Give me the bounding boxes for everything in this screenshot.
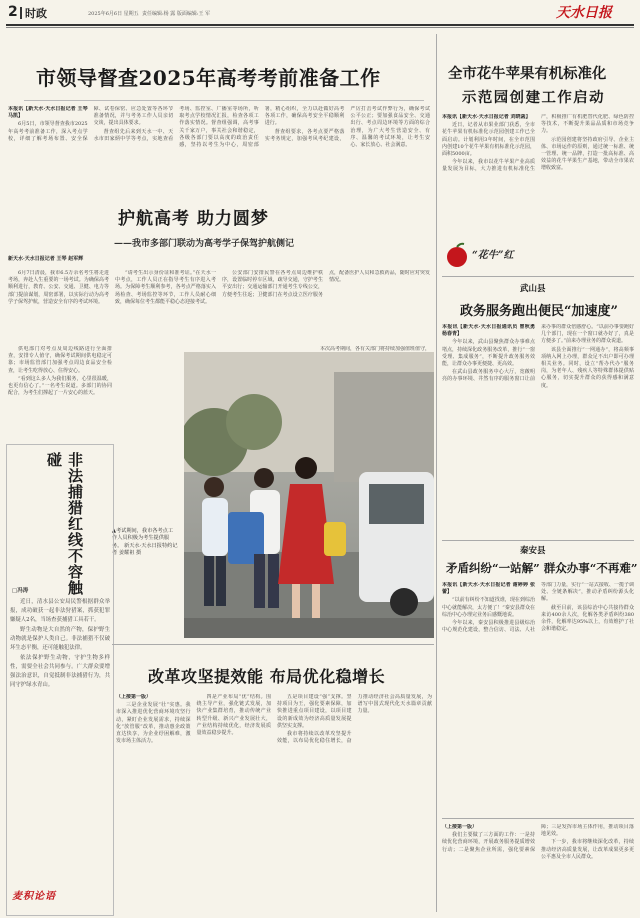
feature-paragraph: “请考生出示身份证和准考证。”在天水一中考点，工作人员正在指导考生有序进入考场。为保障考生顺利参考，各考点严格落实入场检查、考场监控等环节，工作人员耐心细致，确保每位考生都能平稳心态迎接考试。 — [115, 270, 216, 305]
apple-icon — [444, 242, 470, 268]
wushan-rule — [442, 276, 634, 277]
section-divider — [20, 7, 22, 19]
right-top-paragraph: 今年以来，我市以花牛苹果产业高质量发展为目标，大力推进有机标准化生产，积极推广有机肥替代化肥、绿色防控等技术，不断提升果品品质和市场竞争力。 — [442, 114, 634, 173]
right-top-headline-line2: 示范园创建工作启动 — [462, 89, 606, 106]
continued-rule — [442, 818, 634, 819]
qinan-paragraph: 截至目前，该县综治中心共接待群众来访400余人次，化解各类矛盾纠纷380余件，化解率达95%以上，有效维护了社会和谐稳定。 — [541, 604, 634, 633]
right-top-paragraph: 示范园创建将坚持政府引导、企业主体、市场运作的原则，通过统一标准、统一管理、统一品牌，打造一批高标准、高效益的花牛苹果生产基地，带动全市果农增收致富。 — [541, 136, 634, 172]
feature-body-top — [8, 270, 430, 346]
feature-paragraph: “看到这么多人为我们服务，心里很温暖，也更有信心了。”一名考生说道。多部门的协同配合，为考生们撑起了一片安心的蓝天。 — [8, 375, 112, 397]
wushan-paragraph: 在武山县政务服务中心大厅，宽敞明亮的办事环境、井然有序的服务窗口让前来办事的群众倍感舒心。“以前办事要跑好几个部门，现在一个窗口就办好了，真是方便多了。”前来办理业务的群众说道。 — [442, 324, 634, 383]
date-line: 2025年6月6日 星期五 — [88, 11, 139, 17]
feature-headline: 护航高考 助力圆梦 — [118, 209, 269, 229]
qinan-county: 秦安县 — [520, 546, 546, 556]
section-name: 时政 — [25, 7, 47, 20]
huaniu-logo — [444, 240, 530, 270]
bottom-paragraph: 四是产业布局“优”结构。围绕主导产业，强化链式发展，加快产业集群培育，推动传统产业转型升级、新兴产业发展壮大，产业结构持续优化，经济发展质量效益稳步提升。 — [196, 694, 271, 737]
feature-body-left — [8, 346, 112, 426]
commentary-paragraph: 野生动物是大自然的产物，保护野生动物就是保护人类自己。非法捕猎不仅破坏生态平衡，还可能触犯法律。 — [10, 627, 110, 651]
page-number: 2 — [8, 4, 18, 20]
feature-paragraph: 本次高考期间，各有关部门将持续加强值班值守， — [320, 346, 430, 352]
feature-paragraph: 公安部门安排民警在各考点周边维护秩序，设置临时停车区域，疏导交通，守护考生平安出行；交通运输部门开通考生专线公交，方便考生往返；卫健部门在考点设立医疗服务点，配备医护人员和急救药品，随时应对突发情况。 — [222, 270, 430, 298]
bottom-paragraph: 我市将持续以改革攻坚提升效能，以布局优化稳住增长，奋力推动经济社会高质量发展，为谱写中国式现代化天水篇章贡献力量。 — [277, 694, 432, 745]
qinan-paragraph: 今年以来，秦安县积极推进县级综治中心规范化建设，整合信访、司法、人社等部门力量，实行“一站式接收、一揽子调处、全链条解决”，推动矛盾纠纷源头化解。 — [442, 582, 634, 634]
lead-paragraph: 督查组要求，各考点要严格落实考务规定，加强考风考纪建设，严厉打击考试作弊行为，确保考试公平公正；要加强食品安全、交通出行、考点周边环境等方面的综合治理，为广大考生营造安全、有序、温馨的考试环境，让考生安心、家长放心、社会满意。 — [264, 106, 430, 149]
masthead — [0, 0, 640, 26]
commentary-author: □冯涛 — [12, 588, 29, 594]
exam-volunteers-photo — [184, 352, 434, 638]
right-top-headline-line1: 全市花牛苹果有机标准化 — [448, 65, 607, 82]
bottom-section-rule — [112, 644, 434, 645]
feature-byline: 新天水·天水日报记者 王琴 赵军辉 — [8, 256, 84, 262]
bottom-body — [116, 694, 432, 912]
editors-line: 责任编辑:杨 露 版面编辑:王 军 — [142, 11, 211, 17]
commentary-body — [10, 598, 110, 874]
masthead-rule-thin — [6, 27, 634, 28]
paper-name-logo: 天水日报 — [556, 5, 612, 21]
bottom-paragraph: 三是企业发展“壮”实惠。我市深入推进优化营商环境攻坚行动，紧盯企业发展需求，持续深化“放管服”改革，推动惠企政策直达快享，为企业纾困解难，激发市场主体活力。 — [116, 702, 191, 745]
column-logo — [12, 884, 108, 910]
lead-headline-rule — [24, 100, 424, 101]
feature-paragraph: 6月7日清晨，我市6.5万余名考生将走进考场，奔赴人生重要的一场考试。为确保高考顺利进行，教育、公安、交通、卫健、电力等部门提前谋划，周密部署，以实际行动为高考学子保驾护航，营造安全有序的考试环境。 — [8, 270, 109, 305]
continued-paragraph: 下一步，我市将继续深化改革，持续推动经济高质量发展，让改革成果更多更公平惠及全市人民群众。 — [541, 839, 634, 860]
continued-byline: （上接第一版） — [442, 824, 478, 830]
commentary-paragraph: 依法保护野生动物，守护生物多样性，需要全社会共同参与。广大群众要增强法治意识，自觉抵制非法捕猎行为，共同守护绿水青山。 — [10, 655, 110, 688]
feature-photo-caption: ▲考试期间，我市各考点工作人员积极为考生提供服务。 新天水·天水日报特约记者 姜耀祖 摄 — [112, 528, 178, 557]
qinan-body — [442, 582, 634, 814]
column-divider — [436, 34, 437, 912]
qinan-paragraph: “以前有纠纷不知道找谁，现在到综治中心就能解决，太方便了！”秦安县群众在综治中心办理完业务后感慨地说。 — [442, 597, 535, 618]
feature-photo — [184, 352, 434, 638]
huaniu-logo-text: “花牛”红 — [472, 250, 514, 261]
wushan-byline: 本报讯【新天水·天水日报通讯员 曾秋勇 杨春青】 — [442, 324, 535, 338]
lead-byline: 本报讯【新天水·天水日报记者 王琴 马凯】 — [8, 106, 88, 120]
continued-body — [442, 824, 634, 912]
lead-body — [8, 106, 430, 182]
column-logo-text: 麦积论语 — [12, 891, 56, 902]
wushan-county: 武山县 — [520, 284, 546, 294]
wushan-paragraph: 该县全面推行“一网通办”，将高频事项纳入网上办理，群众足不出户即可办理相关业务。同时，设立“帮办代办”服务岗，为老年人、残疾人等特殊群体提供贴心服务，切实提升群众的获得感和满意度。 — [541, 346, 634, 389]
lead-paragraph: 督查组先后来到天水一中、天水市田家炳中学等考点，实地查看考场、监控室、广播室等场所，听取考点学校情况汇报，检查各项工作落实情况。督查组强调，高考事关千家万户，事关社会和谐稳定，各级各部门要以高度的政治责任感，坚持以考生为中心，周密部署，精心组织，全力以赴做好高考各项工作，确保高考安全平稳顺利进行。 — [93, 106, 345, 149]
lead-paragraph: 6月5日，市领导督查我市2025年高考考前准备工作，深入考点学校，详细了解考场布置、安全保障、试卷保密、应急处置等各环节准备情况，并与考务工作人员亲切交谈，提出具体要求。 — [8, 106, 174, 142]
bottom-paragraph: 五是项目建设“强”支撑。坚持项目为王，强化要素保障，加快推进重点项目建设，以项目建设的新成效为经济高质量发展提供坚实支撑。 — [277, 694, 352, 729]
feature-subheadline: ——我市多部门联动为高考学子保驾护航侧记 — [114, 239, 295, 249]
qinan-byline: 本报讯【新天水·天水日报记者 谢婷婷 张蕾】 — [442, 582, 535, 596]
commentary-title: 非法捕猎红线不容触碰 — [45, 452, 84, 596]
bottom-byline: （上接第一版） — [116, 694, 152, 700]
right-top-paragraph: 近日，记者从市果业部门获悉，全市花牛苹果有机标准化示范园创建工作已全面启动。计划利用3年时间，在全市范围内创建10个花牛苹果有机标准化示范园，面积5000亩。 — [442, 122, 535, 158]
masthead-rule — [6, 24, 634, 26]
wushan-headline: 政务服务跑出便民“加速度” — [460, 304, 618, 319]
wushan-body — [442, 324, 634, 538]
right-top-byline: 本报讯【新天水·天水日报记者 刘晓菡】 — [442, 114, 531, 120]
qinan-headline: 矛盾纠纷“一站解” 群众办事“不再难” — [446, 561, 638, 575]
continued-paragraph: 我们主要做了三方面的工作：一是持续优化营商环境，开展政务服务提质增效行动；二是聚焦企业所需，强化要素保障；三是发挥市场主体作用，推动项目落地见效。 — [442, 824, 634, 853]
feature-paragraph: 供电部门对考点及周边线路进行全面排查，安排专人值守，确保考试期间供电稳定可靠；市场监管部门加强考点周边食品安全检查，让考生吃得放心、住得安心。 — [8, 346, 112, 374]
lead-headline: 市领导督查2025年高考考前准备工作 — [36, 66, 381, 90]
qinan-rule — [442, 540, 634, 541]
commentary-paragraph: 近日，清水县公安局民警根据群众举报，成功破获一起非法狩猎案，抓获犯罪嫌疑人2名，当场查获捕猎工具若干。 — [10, 599, 110, 623]
wushan-paragraph: 今年以来，武山县聚焦群众办事难点堵点，持续深化政务服务改革，推行“一窗受理、集成服务”，不断提升政务服务效能，让群众办事更便捷、更高效。 — [442, 339, 535, 368]
bottom-headline: 改革攻坚提效能 布局优化稳增长 — [148, 667, 386, 686]
